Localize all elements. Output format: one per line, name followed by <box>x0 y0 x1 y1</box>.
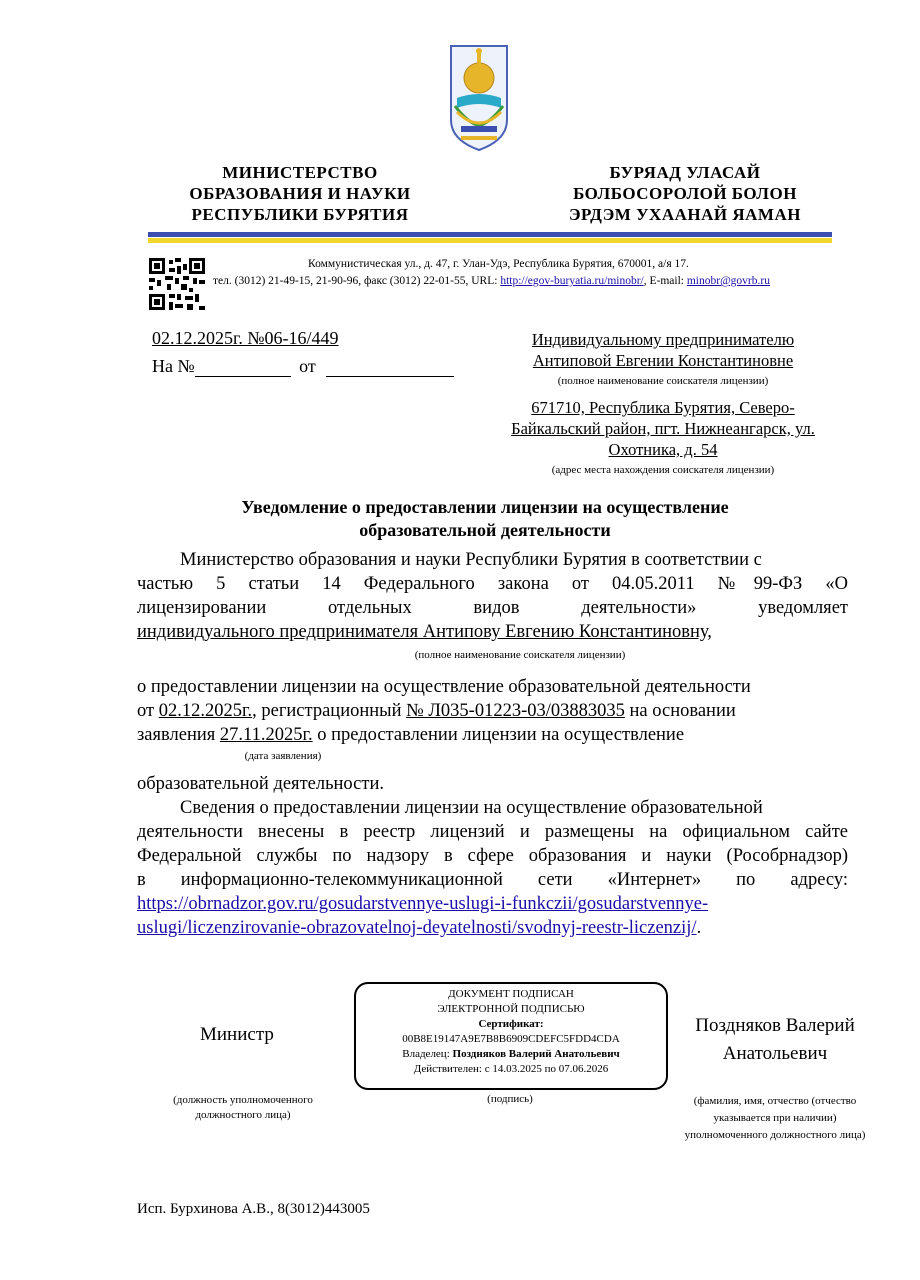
body-paragraph-3-line: деятельности внесены в реестр лицензий и размещены на официальном сайте <box>137 822 848 842</box>
recipient-name-block <box>498 329 828 392</box>
ministry-website-link[interactable]: http://egov-buryatia.ru/minobr/ <box>500 275 644 287</box>
body-paragraph-3-first-line: Сведения о предоставлении лицензии на осуществление образовательной <box>180 798 763 818</box>
recipient-address-line: Охотника, д. 54 <box>608 440 718 459</box>
incoming-reference-line <box>152 356 454 377</box>
incoming-date-blank <box>326 358 454 377</box>
outgoing-date-number: 02.12.2025г. №06-16/449 <box>152 328 339 348</box>
registry-link[interactable]: uslugi/liczenzirovanie-obrazovatelnoj-deyatelnosti/svodnyj-reestr-liczenzij/ <box>137 918 697 938</box>
application-date-caption: (дата заявления) <box>244 750 322 762</box>
licensee-name: индивидуального предпринимателя Антипову Евгению Константиновну, <box>137 622 712 642</box>
stamp-validity: Действителен: с 14.03.2025 по 07.06.2026 <box>413 1063 609 1075</box>
text-fragment: , регистрационный <box>252 701 407 721</box>
licensee-name-caption: (полное наименование соискателя лицензии) <box>414 649 626 661</box>
document-title-line: образовательной деятельности <box>359 520 611 540</box>
body-paragraph-3-line: в информационно-телекоммуникационной сети «Интернет» по адресу: <box>137 870 848 890</box>
stamp-certificate-label: Сертификат: <box>478 1018 544 1030</box>
stamp-owner-label: Владелец: <box>402 1048 453 1060</box>
signer-name-line: Поздняков Валерий <box>695 1015 855 1036</box>
ministry-name-russian <box>150 162 450 225</box>
recipient-name-line: Антиповой Евгении Константиновне <box>532 351 794 370</box>
document-title <box>160 496 810 542</box>
body-paragraph-1-line: частью 5 статьи 14 Федерального закона от 04.05.2011 №99-ФЗ «О <box>137 574 848 594</box>
body-paragraph-2-line: образовательной деятельности. <box>137 774 384 794</box>
recipient-name-line: Индивидуальному предпринимателю <box>531 330 795 349</box>
ot-label: от <box>299 356 316 376</box>
ministry-name-line: ЭРДЭМ УХААНАЙ ЯАМАН <box>569 205 801 224</box>
ministry-name-line: БУРЯАД УЛАСАЙ <box>609 163 761 182</box>
ministry-contacts <box>213 275 770 287</box>
contacts-phones: тел. (3012) 21-49-15, 21-90-96, факс (3012) 22-01-55, URL: <box>213 275 501 287</box>
signature-caption: (подпись) <box>487 1093 533 1105</box>
header-stripe-yellow <box>148 238 832 243</box>
stamp-owner-name: Поздняков Валерий Анатольевич <box>452 1048 620 1060</box>
body-paragraph-1-first-line: Министерство образования и науки Республики Бурятия в соответствии с <box>180 550 762 570</box>
body-paragraph-2-line: о предоставлении лицензии на осуществление образовательной деятельности <box>137 677 751 697</box>
incoming-number-blank <box>195 358 291 377</box>
text-fragment: на основании <box>624 701 736 721</box>
text-fragment: о предоставлении лицензии на осуществление <box>312 725 685 745</box>
ministry-name-line: РЕСПУБЛИКИ БУРЯТИЯ <box>191 205 409 224</box>
registry-link[interactable]: https://obrnadzor.gov.ru/gosudarstvennye-uslugi-i-funkczii/gosudarstvennye- <box>137 894 709 914</box>
document-title-line: Уведомление о предоставлении лицензии на осуществление <box>241 497 729 517</box>
recipient-address-block <box>478 397 848 481</box>
text-fragment: заявления <box>137 725 220 745</box>
ministry-name-buryat <box>530 162 840 225</box>
stamp-certificate-number: 00B8E19147A9E7B8B6909CDEFC5FDD4CDA <box>402 1033 620 1045</box>
signer-full-name <box>680 1012 870 1068</box>
registry-link-line <box>137 893 708 917</box>
executor-info: Исп. Бурхинова А.В., 8(3012)443005 <box>137 1201 370 1217</box>
license-number: № Л035-01223-03/03883035 <box>406 701 625 721</box>
email-label: , E-mail: <box>643 275 687 287</box>
electronic-signature-stamp <box>354 982 668 1090</box>
body-paragraph-1-line: лицензировании отдельных видов деятельности» уведомляет <box>137 598 848 618</box>
recipient-address-caption: (адрес места нахождения соискателя лицензии) <box>551 464 775 476</box>
recipient-address-line: 671710, Республика Бурятия, Северо- <box>531 398 795 417</box>
text-fragment: . <box>696 918 702 938</box>
stamp-owner <box>356 1047 666 1062</box>
signer-name-caption: (фамилия, имя, отчество (отчество указывается при наличии) уполномоченного должностного лица) <box>684 1095 866 1141</box>
ministry-address: Коммунистическая ул., д. 47, г. Улан-Удэ, Республика Бурятия, 670001, а/я 17. <box>308 258 689 270</box>
text-fragment: от <box>137 701 159 721</box>
na-label: На № <box>152 356 195 376</box>
body-paragraph-3-line: Федеральной службы по надзору в сфере образования и науки (Рособрнадзор) <box>137 846 848 866</box>
qr-code-icon <box>147 256 207 312</box>
license-date: 02.12.2025г. <box>158 701 253 721</box>
body-paragraph-2-line <box>137 724 684 748</box>
recipient-address-line: Байкальский район, пгт. Нижнеангарск, ул. <box>511 419 815 438</box>
header-stripe-blue <box>148 232 832 237</box>
ministry-name-line: БОЛБОСОРОЛОЙ БОЛОН <box>573 184 797 203</box>
body-paragraph-2-line <box>137 700 736 724</box>
signer-position-caption: (должность уполномоченного должностного лица) <box>173 1094 313 1121</box>
ministry-name-line: ОБРАЗОВАНИЯ И НАУКИ <box>189 184 411 203</box>
stamp-line: ЭЛЕКТРОННОЙ ПОДПИСЬЮ <box>437 1003 585 1015</box>
registry-link-line <box>137 917 701 941</box>
ministry-email-link[interactable]: minobr@govrb.ru <box>686 275 770 287</box>
ministry-name-line: МИНИСТЕРСТВО <box>222 163 378 182</box>
application-date: 27.11.2025г. <box>219 725 313 745</box>
stamp-line: ДОКУМЕНТ ПОДПИСАН <box>448 988 574 1000</box>
signer-position: Министр <box>200 1024 274 1045</box>
coat-of-arms-emblem <box>447 42 511 152</box>
recipient-name-caption: (полное наименование соискателя лицензии) <box>557 375 769 387</box>
signer-name-line: Анатольевич <box>722 1043 828 1064</box>
